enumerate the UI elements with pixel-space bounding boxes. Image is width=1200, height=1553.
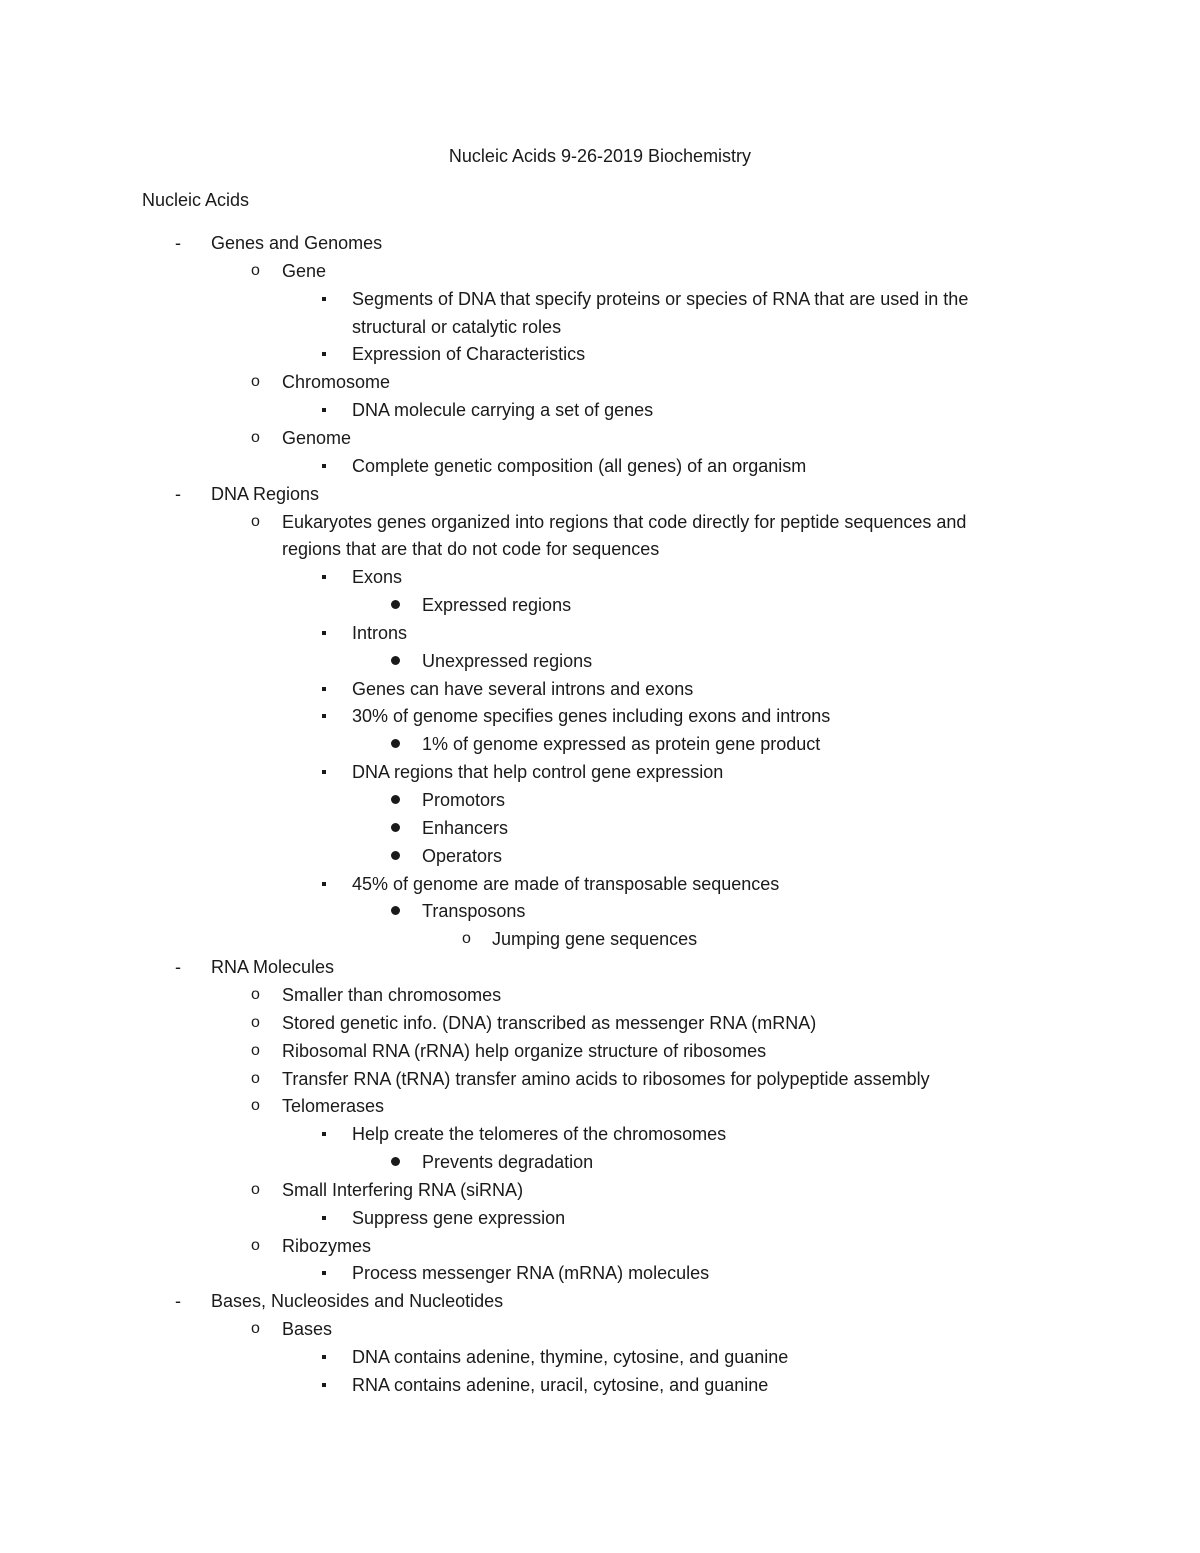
outline-item-text: Introns [352, 622, 408, 643]
outline-item [0, 1010, 1200, 1036]
outline-item-text: Complete genetic composition (all genes) of an organism [352, 455, 807, 476]
outline-item [0, 230, 1200, 256]
square-bullet-icon [322, 352, 326, 356]
square-bullet-icon [322, 575, 326, 579]
outline-item-text: Stored genetic info. (DNA) transcribed as messenger RNA (mRNA) [282, 1012, 817, 1033]
outline-item-text: Eukaryotes genes organized into regions that code directly for peptide sequences and [282, 511, 967, 532]
outline-item-text: Help create the telomeres of the chromosomes [352, 1124, 727, 1145]
square-bullet-icon [322, 408, 326, 412]
outline-item-text: Enhancers [422, 817, 509, 838]
outline-item [0, 759, 1200, 785]
circle-bullet-icon: o [251, 512, 260, 530]
outline-item [0, 1288, 1200, 1314]
outline-item [0, 481, 1200, 507]
outline-item-text: Operators [422, 845, 503, 866]
square-bullet-icon [322, 1216, 326, 1220]
square-bullet-icon [322, 882, 326, 886]
square-bullet-icon [322, 714, 326, 718]
circle-bullet-icon: o [251, 1180, 260, 1198]
outline-item [0, 1066, 1200, 1092]
outline-item-text: DNA molecule carrying a set of genes [352, 400, 654, 421]
outline-item-text: Expression of Characteristics [352, 344, 586, 365]
outline-item-text: 45% of genome are made of transposable sequences [352, 873, 780, 894]
outline-item [0, 592, 1200, 618]
outline-item-text: DNA Regions [211, 483, 320, 504]
circle-bullet-icon: o [251, 1013, 260, 1031]
outline-item-text: Unexpressed regions [422, 650, 593, 671]
square-bullet-icon [322, 464, 326, 468]
square-bullet-icon [322, 1132, 326, 1136]
outline-item [0, 453, 1200, 479]
circle-bullet-icon: o [251, 428, 260, 446]
outline-item [0, 648, 1200, 674]
outline-item-text: Expressed regions [422, 595, 572, 616]
circle-bullet-icon: o [251, 1320, 260, 1338]
outline-item [0, 536, 1200, 562]
outline-item [0, 564, 1200, 590]
outline-item-text: DNA regions that help control gene expression [352, 762, 724, 783]
outline-item-text: Gene [282, 260, 327, 281]
filled-circle-bullet-icon [391, 739, 400, 748]
circle-bullet-icon: o [251, 373, 260, 391]
outline-item-text: Segments of DNA that specify proteins or species of RNA that are used in the [352, 288, 969, 309]
filled-circle-bullet-icon [391, 795, 400, 804]
outline-item [0, 286, 1200, 312]
outline-item-text: Transfer RNA (tRNA) transfer amino acids to ribosomes for polypeptide assembly [282, 1068, 930, 1089]
square-bullet-icon [322, 770, 326, 774]
outline-item-text: Exons [352, 567, 403, 588]
dash-bullet-icon: - [175, 483, 181, 504]
outline-item-text: DNA contains adenine, thymine, cytosine, and guanine [352, 1347, 789, 1367]
outline-item-text: Genes and Genomes [211, 233, 383, 253]
outline-item [0, 815, 1200, 841]
square-bullet-icon [322, 1383, 326, 1387]
circle-bullet-icon: o [251, 1069, 260, 1087]
outline-item [0, 1260, 1200, 1286]
outline-item-text: Ribozymes [282, 1235, 372, 1256]
outline-item [0, 620, 1200, 646]
outline-item [0, 926, 1200, 952]
outline-item [0, 787, 1200, 813]
square-bullet-icon [322, 297, 326, 301]
outline-item [0, 1149, 1200, 1175]
square-bullet-icon [322, 631, 326, 635]
outline-item [0, 1038, 1200, 1064]
outline-item-text: Ribosomal RNA (rRNA) help organize structure of ribosomes [282, 1040, 767, 1061]
square-bullet-icon [322, 1355, 326, 1359]
outline-item-text: Bases, Nucleosides and Nucleotides [211, 1291, 504, 1312]
outline-item-text: structural or catalytic roles [352, 316, 562, 337]
outline-item-text: 1% of genome expressed as protein gene product [422, 734, 821, 755]
outline-item [0, 676, 1200, 702]
outline-item [0, 954, 1200, 980]
circle-bullet-icon: o [462, 930, 471, 948]
outline-item-text: Suppress gene expression [352, 1207, 566, 1228]
outline-item [0, 1177, 1200, 1203]
outline-item-text: regions that are that do not code for sequences [282, 539, 660, 560]
outline-item [0, 1205, 1200, 1231]
outline-item [0, 509, 1200, 535]
outline-item [0, 1344, 1200, 1370]
circle-bullet-icon: o [251, 1236, 260, 1254]
section-heading: Nucleic Acids [142, 190, 250, 210]
outline-item-text: Telomerases [282, 1096, 385, 1117]
outline-item [0, 843, 1200, 869]
dash-bullet-icon: - [175, 233, 181, 253]
outline-item [0, 1093, 1200, 1119]
filled-circle-bullet-icon [391, 906, 400, 915]
outline-item [0, 258, 1200, 284]
circle-bullet-icon: o [251, 1097, 260, 1115]
filled-circle-bullet-icon [391, 851, 400, 860]
outline-item [0, 314, 1200, 340]
outline-item-text: Bases [282, 1319, 333, 1340]
outline-item [0, 369, 1200, 395]
outline-item-text: Genes can have several introns and exons [352, 678, 694, 699]
square-bullet-icon [322, 687, 326, 691]
outline-item [0, 731, 1200, 757]
circle-bullet-icon: o [251, 985, 260, 1003]
outline-item-text: Promotors [422, 790, 506, 810]
outline-item [0, 1233, 1200, 1259]
outline-item-text: Process messenger RNA (mRNA) molecules [352, 1263, 710, 1284]
outline-item-text: Smaller than chromosomes [282, 984, 502, 1005]
outline-item-text: Jumping gene sequences [492, 929, 698, 950]
outline-item-text: Prevents degradation [422, 1152, 594, 1173]
dash-bullet-icon: - [175, 957, 181, 978]
outline-item-text: 30% of genome specifies genes including exons and introns [352, 706, 831, 727]
circle-bullet-icon: o [251, 261, 260, 279]
filled-circle-bullet-icon [391, 823, 400, 832]
outline-item-text: Chromosome [282, 372, 391, 393]
outline-item [0, 898, 1200, 924]
square-bullet-icon [322, 1271, 326, 1275]
outline-item-text: RNA contains adenine, uracil, cytosine, and guanine [352, 1374, 769, 1395]
outline-item [0, 397, 1200, 423]
outline-item-text: Transposons [422, 901, 526, 922]
filled-circle-bullet-icon [391, 1157, 400, 1166]
filled-circle-bullet-icon [391, 600, 400, 609]
outline-item-text: Small Interfering RNA (siRNA) [282, 1179, 524, 1200]
outline-item [0, 341, 1200, 367]
outline-item-text: Genome [282, 427, 352, 448]
outline-item [0, 871, 1200, 897]
document-title: Nucleic Acids 9-26-2019 Biochemistry [448, 146, 752, 166]
outline-item [0, 1121, 1200, 1147]
outline-item [0, 425, 1200, 451]
outline-item [0, 982, 1200, 1008]
outline-item [0, 703, 1200, 729]
outline-item [0, 1372, 1200, 1398]
filled-circle-bullet-icon [391, 656, 400, 665]
outline-item [0, 1316, 1200, 1342]
dash-bullet-icon: - [175, 1291, 181, 1312]
outline-item-text: RNA Molecules [211, 957, 335, 978]
circle-bullet-icon: o [251, 1041, 260, 1059]
